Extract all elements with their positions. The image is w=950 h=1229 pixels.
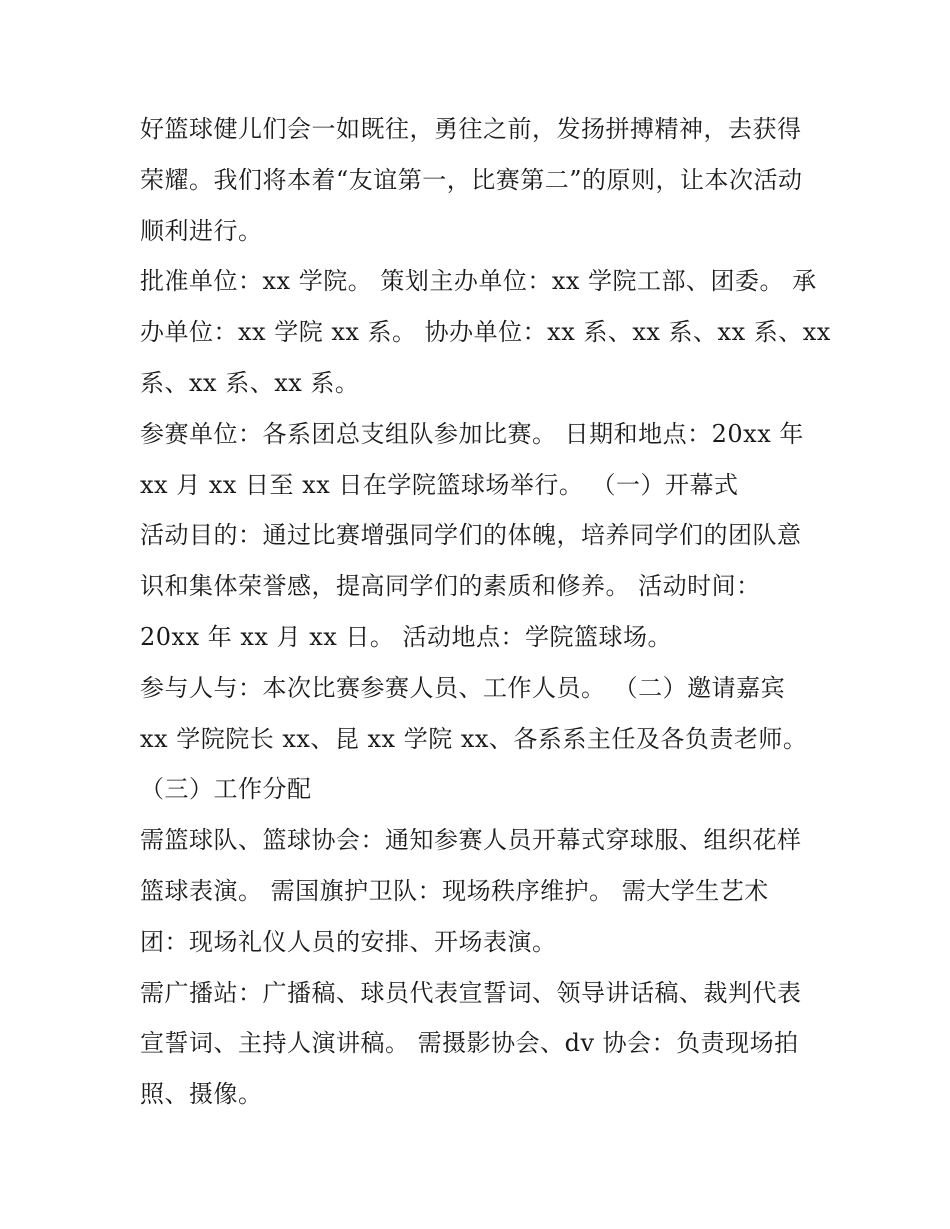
text-line: xx 月 xx 日至 xx 日在学院篮球场举行。 （一）开幕式 xyxy=(140,470,739,499)
text-line: 办单位：xx 学院 xx 系。 协办单位：xx 系、xx 系、xx 系、xx xyxy=(140,318,831,347)
text-line: 荣耀。我们将本着“友谊第一，比赛第二”的原则，让本次活动 xyxy=(140,165,803,194)
text-line: 活动目的：通过比赛增强同学们的体魄，培养同学们的团队意 xyxy=(140,521,802,550)
text-line: 参赛单位：各系团总支组队参加比赛。 日期和地点：20xx 年 xyxy=(140,419,804,448)
text-line: 20xx 年 xx 月 xx 日。 活动地点：学院篮球场。 xyxy=(140,622,673,651)
text-line: 需广播站：广播稿、球员代表宣誓词、领导讲话稿、裁判代表 xyxy=(140,978,802,1007)
text-line: 系、xx 系、xx 系。 xyxy=(140,368,360,397)
text-line: 好篮球健儿们会一如既往，勇往之前，发扬拼搏精神，去获得 xyxy=(140,115,802,143)
text-line: 参与人与：本次比赛参赛人员、工作人员。 （二）邀请嘉宾 xyxy=(140,673,786,702)
text-line: 团：现场礼仪人员的安排、开场表演。 xyxy=(140,927,557,956)
text-line: 需篮球队、篮球协会：通知参赛人员开幕式穿球服、组织花样 xyxy=(140,826,802,855)
text-line: xx 学院院长 xx、昆 xx 学院 xx、各系系主任及各负责老师。 xyxy=(140,724,808,753)
text-line: 宣誓词、主持人演讲稿。 需摄影协会、dv 协会：负责现场拍 xyxy=(140,1029,799,1058)
text-line: 篮球表演。 需国旗护卫队：现场秩序维护。 需大学生艺术 xyxy=(140,876,769,905)
text-line: （三）工作分配 xyxy=(140,775,312,804)
text-line: 批准单位：xx 学院。 策划主办单位：xx 学院工部、团委。 承 xyxy=(140,267,817,296)
text-line: 照、摄像。 xyxy=(140,1080,263,1109)
body-text xyxy=(140,104,831,1120)
text-line: 顺利进行。 xyxy=(140,216,263,245)
text-line: 识和集体荣誉感，提高同学们的素质和修养。 活动时间： xyxy=(140,572,761,601)
